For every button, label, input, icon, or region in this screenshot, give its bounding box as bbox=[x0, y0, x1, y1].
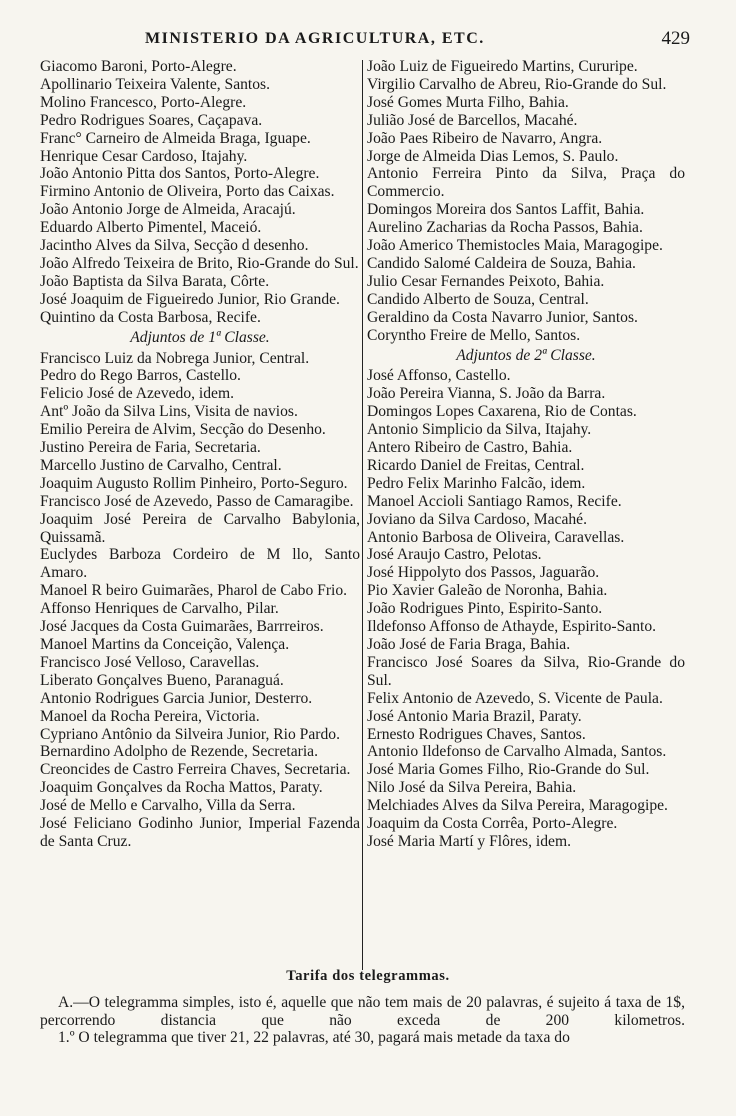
tarifa-paragraph-a: A.—O telegramma simples, isto é, aquelle que não tem mais de 20 palavras, é sujeito á taxa de 1$, percorrendo distancia que não exceda de 200 kilometros. bbox=[40, 994, 685, 1029]
list-item: Felicio José de Azevedo, idem. bbox=[40, 385, 235, 403]
list-item: Creoncides de Castro Ferreira Chaves, Secretaria. bbox=[40, 761, 351, 779]
page-title: MINISTERIO DA AGRICULTURA, ETC. bbox=[145, 30, 485, 47]
list-item: Pedro Felix Marinho Falcão, idem. bbox=[367, 474, 586, 492]
list-item: José Joaquim de Figueiredo Junior, Rio Grande. bbox=[40, 290, 340, 308]
list-item: Francisco José de Azevedo, Passo de Camaragibe. bbox=[40, 492, 354, 510]
list-item: Felix Antonio de Azevedo, S. Vicente de Paula. bbox=[367, 689, 663, 707]
list-item: Ildefonso Affonso de Athayde, Espirito-Santo. bbox=[367, 618, 657, 636]
list-item: Justino Pereira de Faria, Secretaria. bbox=[40, 439, 261, 457]
list-item: Cypriano Antônio da Silveira Junior, Rio Pardo. bbox=[40, 725, 340, 743]
list-item: Bernardino Adolpho de Rezende, Secretaria. bbox=[40, 743, 318, 761]
list-item: José Gomes Murta Filho, Bahia. bbox=[367, 93, 569, 111]
page-number: 429 bbox=[661, 28, 690, 49]
list-item: Antº João da Silva Lins, Visita de navios. bbox=[40, 403, 298, 421]
right-list-a bbox=[367, 58, 685, 345]
list-item: João Baptista da Silva Barata, Côrte. bbox=[40, 272, 270, 290]
list-item: Domingos Lopes Caxarena, Rio de Contas. bbox=[367, 403, 637, 421]
list-item: Jorge de Almeida Dias Lemos, S. Paulo. bbox=[367, 147, 619, 165]
list-item: Manoel da Rocha Pereira, Victoria. bbox=[40, 707, 260, 725]
right-column bbox=[367, 58, 685, 851]
list-item: Antonio Ildefonso de Carvalho Almada, Santos. bbox=[367, 743, 667, 761]
right-list-b bbox=[367, 367, 685, 850]
list-item: João Antonio Jorge de Almeida, Aracajú. bbox=[40, 201, 296, 219]
list-item: Pio Xavier Galeão de Noronha, Bahia. bbox=[367, 582, 608, 600]
list-item: Apollinario Teixeira Valente, Santos. bbox=[40, 75, 271, 93]
list-item: Ricardo Daniel de Freitas, Central. bbox=[367, 456, 585, 474]
list-item: Henrique Cesar Cardoso, Itajahy. bbox=[40, 147, 248, 165]
left-list-a bbox=[40, 58, 360, 327]
list-item: Antonio Rodrigues Garcia Junior, Desterro. bbox=[40, 689, 313, 707]
list-item: Geraldino da Costa Navarro Junior, Santos. bbox=[367, 308, 638, 326]
list-item: Manoel Accioli Santiago Ramos, Recife. bbox=[367, 492, 622, 510]
list-item: Franc° Carneiro de Almeida Braga, Iguape. bbox=[40, 129, 311, 147]
list-item: Affonso Henriques de Carvalho, Pilar. bbox=[40, 600, 279, 618]
section-heading-1a-classe: Adjuntos de 1ª Classe. bbox=[130, 328, 270, 346]
list-item: Firmino Antonio de Oliveira, Porto das Caixas. bbox=[40, 183, 335, 201]
list-item: Emilio Pereira de Alvim, Secção do Desenho. bbox=[40, 421, 326, 439]
list-item: Domingos Moreira dos Santos Laffit, Bahia. bbox=[367, 201, 645, 219]
list-item: Joaquim Gonçalves da Rocha Mattos, Paraty. bbox=[40, 779, 323, 797]
tarifa-text bbox=[40, 994, 685, 1047]
list-item: Antonio Simplicio da Silva, Itajahy. bbox=[367, 421, 592, 439]
list-item: José Affonso, Castello. bbox=[367, 367, 511, 385]
tarifa-heading: Tarifa dos telegrammas. bbox=[286, 968, 450, 984]
list-item: Francisco Luiz da Nobrega Junior, Central. bbox=[40, 349, 310, 367]
list-item: Ernesto Rodrigues Chaves, Santos. bbox=[367, 725, 586, 743]
list-item: José Araujo Castro, Pelotas. bbox=[367, 546, 542, 564]
list-item: João Alfredo Teixeira de Brito, Rio-Grande do Sul. bbox=[40, 254, 359, 272]
list-item: José Jacques da Costa Guimarães, Barrreiros. bbox=[40, 618, 324, 636]
list-item: Joaquim da Costa Corrêa, Porto-Alegre. bbox=[367, 815, 618, 833]
page-header bbox=[0, 30, 736, 56]
list-item: Giacomo Baroni, Porto-Alegre. bbox=[40, 58, 237, 75]
list-item: Coryntho Freire de Mello, Santos. bbox=[367, 326, 581, 344]
list-item: Marcello Justino de Carvalho, Central. bbox=[40, 456, 282, 474]
list-item: Antero Ribeiro de Castro, Bahia. bbox=[367, 439, 573, 457]
tarifa-paragraph-1: 1.º O telegramma que tiver 21, 22 palavras, até 30, pagará mais metade da taxa do bbox=[58, 1029, 570, 1047]
list-item: Antonio Ferreira Pinto da Silva, Praça do Commercio. bbox=[367, 165, 685, 201]
section-heading-2a-classe: Adjuntos de 2ª Classe. bbox=[456, 346, 596, 364]
list-item: José Maria Martí y Flôres, idem. bbox=[367, 832, 571, 850]
list-item: Joaquim Augusto Rollim Pinheiro, Porto-Seguro. bbox=[40, 474, 348, 492]
list-item: Pedro Rodrigues Soares, Caçapava. bbox=[40, 111, 263, 129]
left-column bbox=[40, 58, 360, 851]
list-item: José Hippolyto dos Passos, Jaguarão. bbox=[367, 564, 600, 582]
list-item: Francisco José Soares da Silva, Rio-Grande do Sul. bbox=[367, 653, 685, 689]
list-item: Manoel Martins da Conceição, Valença. bbox=[40, 636, 290, 653]
list-item: José de Mello e Carvalho, Villa da Serra. bbox=[40, 797, 296, 815]
list-item: Candido Alberto de Souza, Central. bbox=[367, 290, 589, 308]
list-item: João Americo Themistocles Maia, Maragogipe. bbox=[367, 237, 663, 255]
left-list-b bbox=[40, 350, 360, 851]
list-item: Francisco José Velloso, Caravellas. bbox=[40, 653, 260, 671]
list-item: Joviano da Silva Cardoso, Macahé. bbox=[367, 510, 587, 528]
list-item: João José de Faria Braga, Bahia. bbox=[367, 636, 571, 653]
list-item: Molino Francesco, Porto-Alegre. bbox=[40, 93, 247, 111]
list-item: João Antonio Pitta dos Santos, Porto-Alegre. bbox=[40, 165, 320, 183]
list-item: João Pereira Vianna, S. João da Barra. bbox=[367, 385, 606, 403]
list-item: Jacintho Alves da Silva, Secção d desenho. bbox=[40, 237, 309, 255]
list-item: Julião José de Barcellos, Macahé. bbox=[367, 111, 578, 129]
list-item: João Paes Ribeiro de Navarro, Angra. bbox=[367, 129, 603, 147]
list-item: Julio Cesar Fernandes Peixoto, Bahia. bbox=[367, 272, 605, 290]
list-item: Virgilio Carvalho de Abreu, Rio-Grande do Sul. bbox=[367, 75, 667, 93]
list-item: Euclydes Barboza Cordeiro de M llo, Santo Amaro. bbox=[40, 546, 360, 582]
list-item: Antonio Barbosa de Oliveira, Caravellas. bbox=[367, 528, 625, 546]
list-item: Candido Salomé Caldeira de Souza, Bahia. bbox=[367, 254, 636, 272]
list-item: Eduardo Alberto Pimentel, Maceió. bbox=[40, 219, 262, 237]
list-item: Melchiades Alves da Silva Pereira, Maragogipe. bbox=[367, 797, 668, 815]
list-item: Pedro do Rego Barros, Castello. bbox=[40, 367, 241, 385]
list-item: José Antonio Maria Brazil, Paraty. bbox=[367, 707, 582, 725]
list-item: Aurelino Zacharias da Rocha Passos, Bahia. bbox=[367, 219, 643, 237]
list-item: João Rodrigues Pinto, Espirito-Santo. bbox=[367, 600, 603, 618]
list-item: José Feliciano Godinho Junior, Imperial Fazenda de Santa Cruz. bbox=[40, 815, 360, 850]
list-item: Manoel R beiro Guimarães, Pharol de Cabo Frio. bbox=[40, 582, 348, 600]
list-item: Quintino da Costa Barbosa, Recife. bbox=[40, 308, 261, 326]
column-divider bbox=[362, 60, 363, 970]
list-item: João Luiz de Figueiredo Martins, Cururipe. bbox=[367, 58, 638, 75]
list-item: José Maria Gomes Filho, Rio-Grande do Sul. bbox=[367, 761, 650, 779]
list-item: Liberato Gonçalves Bueno, Paranaguá. bbox=[40, 671, 284, 689]
list-item: Joaquim José Pereira de Carvalho Babylonia, Quissamã. bbox=[40, 510, 360, 546]
list-item: Nilo José da Silva Pereira, Bahia. bbox=[367, 779, 577, 797]
